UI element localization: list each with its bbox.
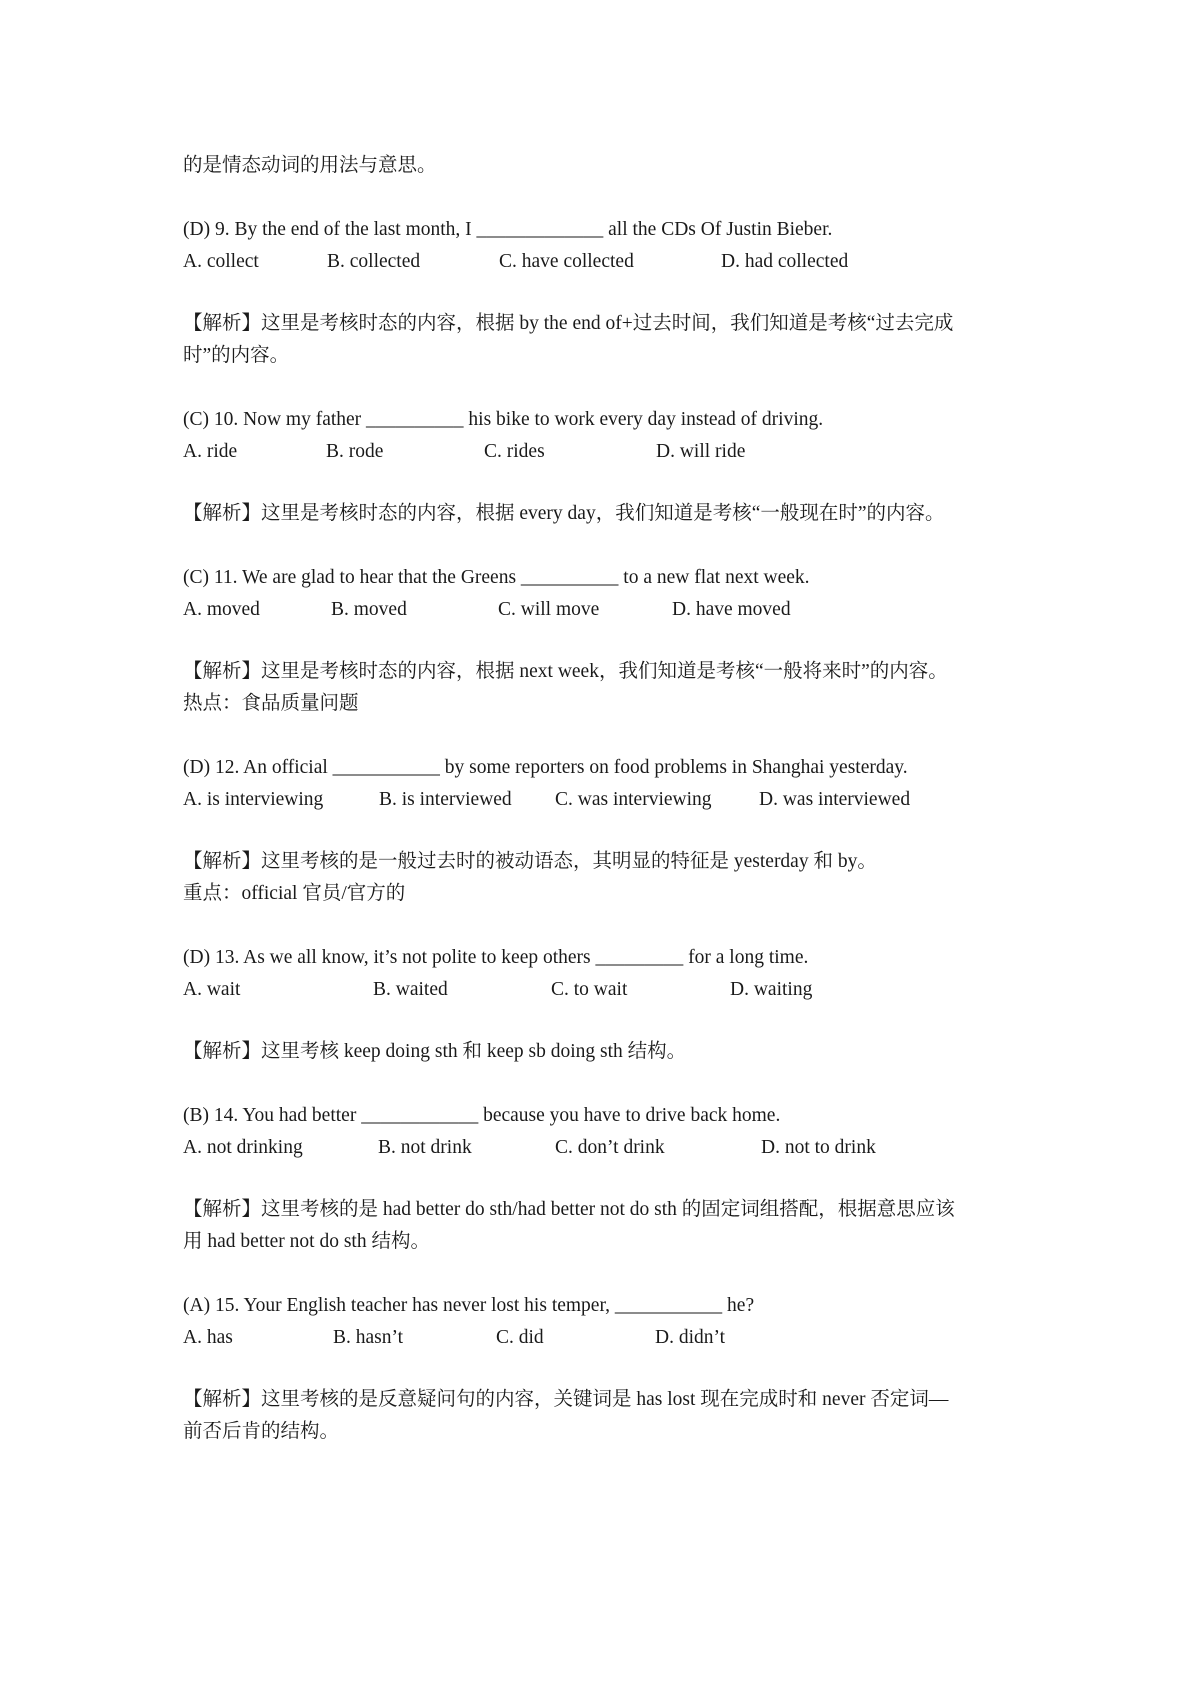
analysis-line: 【解析】这里是考核时态的内容，根据 every day，我们知道是考核“一般现在时”的内容。 [183,503,945,524]
option-b: B. is interviewed [379,789,512,810]
option-b: B. hasn’t [333,1327,404,1348]
question-block [183,752,1033,816]
document-page [183,150,1033,1448]
option-a: A. ride [183,441,238,462]
option-b: B. not drink [378,1137,472,1158]
option-d: D. not to drink [761,1137,876,1158]
option-b: B. moved [331,599,407,620]
option-b: B. collected [327,251,421,272]
question-block [183,1290,1033,1354]
question-text: (C) 11. We are glad to hear that the Greens __________ to a new flat next week. [183,567,810,588]
options-row [183,246,1033,278]
option-b: B. rode [326,441,384,462]
question-block [183,214,1033,278]
analysis-block [183,308,1033,372]
question-block [183,404,1033,468]
analysis-line: 时”的内容。 [183,345,290,366]
options-row [183,1322,1033,1354]
question-text: (D) 9. By the end of the last month, I _____________ all the CDs Of Justin Bieber. [183,219,833,240]
analysis-line: 【解析】这里考核的是 had better do sth/had better not do sth 的固定词组搭配，根据意思应该 [183,1199,955,1220]
options-row [183,1132,1033,1164]
question-block [183,1100,1033,1164]
option-d: D. didn’t [655,1327,726,1348]
option-c: C. was interviewing [555,789,712,810]
question-text: (C) 10. Now my father __________ his bike to work every day instead of driving. [183,409,824,430]
analysis-line: 用 had better not do sth 结构。 [183,1231,430,1252]
analysis-line: 【解析】这里考核的是一般过去时的被动语态，其明显的特征是 yesterday 和 by。 [183,851,877,872]
option-a: A. moved [183,599,260,620]
option-c: C. did [496,1327,544,1348]
option-a: A. has [183,1327,233,1348]
analysis-block [183,498,1033,530]
analysis-line: 【解析】这里是考核时态的内容，根据 by the end of+过去时间，我们知道是考核“过去完成 [183,313,954,334]
analysis-line: 【解析】这里考核 keep doing sth 和 keep sb doing sth 结构。 [183,1041,687,1062]
options-row [183,784,1033,816]
question-block [183,562,1033,626]
option-d: D. waiting [730,979,813,1000]
analysis-line: 【解析】这里是考核时态的内容，根据 next week，我们知道是考核“一般将来时”的内容。 [183,661,948,682]
question-text: (D) 12. An official ___________ by some reporters on food problems in Shanghai yesterday. [183,757,908,778]
analysis-line: 重点：official 官员/官方的 [183,883,406,904]
intro-text: 的是情态动词的用法与意思。 [183,155,437,176]
options-row [183,974,1033,1006]
analysis-line: 前否后肯的结构。 [183,1421,340,1442]
option-d: D. was interviewed [759,789,911,810]
analysis-block [183,656,1033,720]
option-a: A. collect [183,251,259,272]
option-a: A. wait [183,979,241,1000]
analysis-block [183,1036,1033,1068]
question-text: (A) 15. Your English teacher has never lost his temper, ___________ he? [183,1295,755,1316]
option-c: C. don’t drink [555,1137,665,1158]
analysis-block [183,1384,1033,1448]
option-d: D. had collected [721,251,849,272]
option-d: D. will ride [656,441,746,462]
question-text: (B) 14. You had better ____________ because you have to drive back home. [183,1105,781,1126]
option-c: C. to wait [551,979,628,1000]
analysis-line: 热点：食品质量问题 [183,693,359,714]
option-a: A. is interviewing [183,789,324,810]
option-a: A. not drinking [183,1137,303,1158]
analysis-block [183,846,1033,910]
analysis-block [183,1194,1033,1258]
question-text: (D) 13. As we all know, it’s not polite to keep others _________ for a long time. [183,947,809,968]
option-c: C. have collected [499,251,634,272]
option-b: B. waited [373,979,448,1000]
options-row [183,594,1033,626]
option-d: D. have moved [672,599,791,620]
option-c: C. will move [498,599,600,620]
analysis-line: 【解析】这里考核的是反意疑问句的内容，关键词是 has lost 现在完成时和 never 否定词— [183,1389,949,1410]
option-c: C. rides [484,441,545,462]
options-row [183,436,1033,468]
question-block [183,942,1033,1006]
